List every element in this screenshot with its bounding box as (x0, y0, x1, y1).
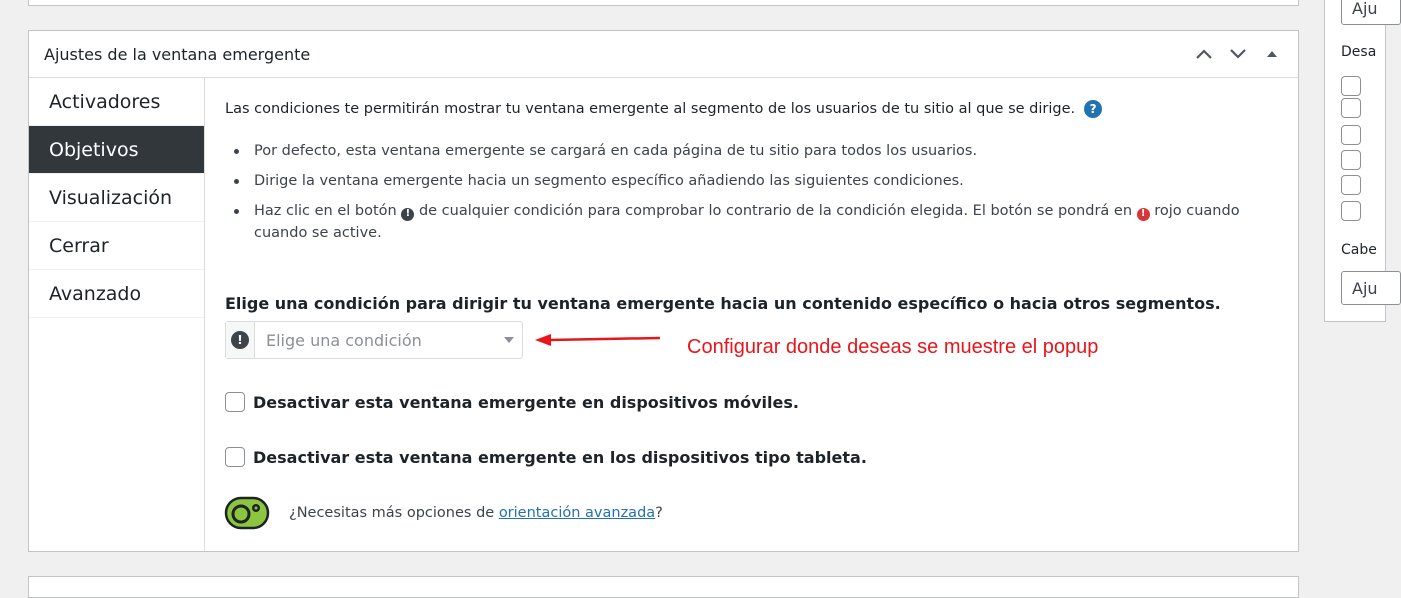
intro-label: Las condiciones te permitirán mostrar tu ventana emergente al segmento de los usuarios de tu sitio al que se dirige. (225, 101, 1076, 117)
move-up-button[interactable] (1192, 42, 1216, 66)
sidebar-box (1324, 0, 1386, 322)
bullet-text: de cualquier condición para comprobar lo contrario de la condición elegida. El botón se pondrá en (418, 203, 1133, 219)
disable-mobile-label: Desactivar esta ventana emergente en dispositivos móviles. (253, 392, 799, 412)
disable-tablet-label: Desactivar esta ventana emergente en los dispositivos tipo tableta. (253, 447, 867, 467)
caret-down-icon (504, 337, 514, 343)
sidebar-checkbox[interactable] (1341, 201, 1361, 221)
tab-cerrar[interactable] (29, 222, 204, 270)
exclamation-icon: ! (401, 208, 414, 221)
tab-label: Objetivos (49, 138, 139, 161)
sidebar-checkbox[interactable] (1341, 150, 1361, 170)
info-bullets (225, 140, 1254, 252)
tab-avanzado[interactable] (29, 270, 204, 318)
next-panel (28, 576, 1299, 598)
tab-objetivos[interactable] (29, 126, 204, 174)
promo-prefix: ¿Necesitas más opciones de (289, 505, 499, 521)
bullet-text: Por defecto, esta ventana emergente se cargará en cada página de tu sitio para todos los usuarios. (254, 143, 978, 159)
popup-settings-panel (28, 30, 1299, 552)
advanced-targeting-promo (225, 496, 663, 530)
advanced-targeting-link[interactable]: orientación avanzada (498, 505, 656, 521)
sidebar-select-bottom[interactable]: Aju (1341, 271, 1401, 305)
sidebar-checkbox[interactable] (1341, 98, 1361, 118)
sidebar-checkbox[interactable] (1341, 76, 1361, 96)
tab-label: Activadores (49, 90, 161, 113)
tab-label: Visualización (49, 186, 173, 209)
intro-text (225, 100, 1102, 118)
panel-header-controls (1192, 31, 1284, 77)
list-item (225, 140, 1254, 162)
exclamation-red-icon: ! (1137, 208, 1150, 221)
condition-select[interactable] (225, 321, 523, 359)
chevron-up-icon (1195, 48, 1213, 60)
settings-tabs (29, 78, 205, 551)
sidebar-label-desa: Desa (1341, 44, 1377, 60)
sidebar-select-top[interactable]: Aju (1341, 0, 1401, 25)
sidebar-checkbox[interactable] (1341, 175, 1361, 195)
condition-select-placeholder: Elige una condición (266, 330, 422, 350)
disable-mobile-checkbox[interactable] (225, 392, 245, 412)
triangle-up-icon (1266, 50, 1278, 58)
panel-title: Ajustes de la ventana emergente (44, 44, 311, 64)
list-item (225, 200, 1254, 244)
negate-condition-button[interactable] (226, 322, 255, 358)
help-icon[interactable]: ? (1084, 100, 1102, 118)
exclamation-icon: ! (231, 331, 249, 349)
condition-heading: Elige una condición para dirigir tu ventana emergente hacia un contenido específico o hacia otros segmentos. (225, 294, 1221, 313)
bullet-text: Haz clic en el botón (254, 203, 397, 219)
promo-text (289, 505, 663, 521)
disable-tablet-row (225, 447, 867, 467)
toggle-panel-button[interactable] (1260, 42, 1284, 66)
targeting-gear-icon (225, 496, 269, 530)
tab-visualizacion[interactable] (29, 174, 204, 222)
bullet-text: Dirige la ventana emergente hacia un segmento específico añadiendo las siguientes condiciones. (254, 173, 964, 189)
red-arrow-icon (535, 332, 661, 348)
list-item (225, 170, 1254, 192)
annotation-text: Configurar donde deseas se muestre el popup (687, 336, 1099, 358)
panel-header (29, 31, 1298, 78)
bullet-text: rojo cuando cuando se active. (254, 203, 1240, 241)
disable-tablet-checkbox[interactable] (225, 447, 245, 467)
chevron-down-icon (1229, 48, 1247, 60)
tab-label: Avanzado (49, 282, 142, 305)
previous-panel (28, 0, 1299, 6)
move-down-button[interactable] (1226, 42, 1250, 66)
tab-activadores[interactable] (29, 78, 204, 126)
sidebar-checkbox[interactable] (1341, 125, 1361, 145)
tab-label: Cerrar (49, 234, 109, 257)
disable-mobile-row (225, 392, 799, 412)
promo-suffix: ? (655, 505, 663, 521)
sidebar-label-cabe: Cabe (1341, 242, 1377, 258)
